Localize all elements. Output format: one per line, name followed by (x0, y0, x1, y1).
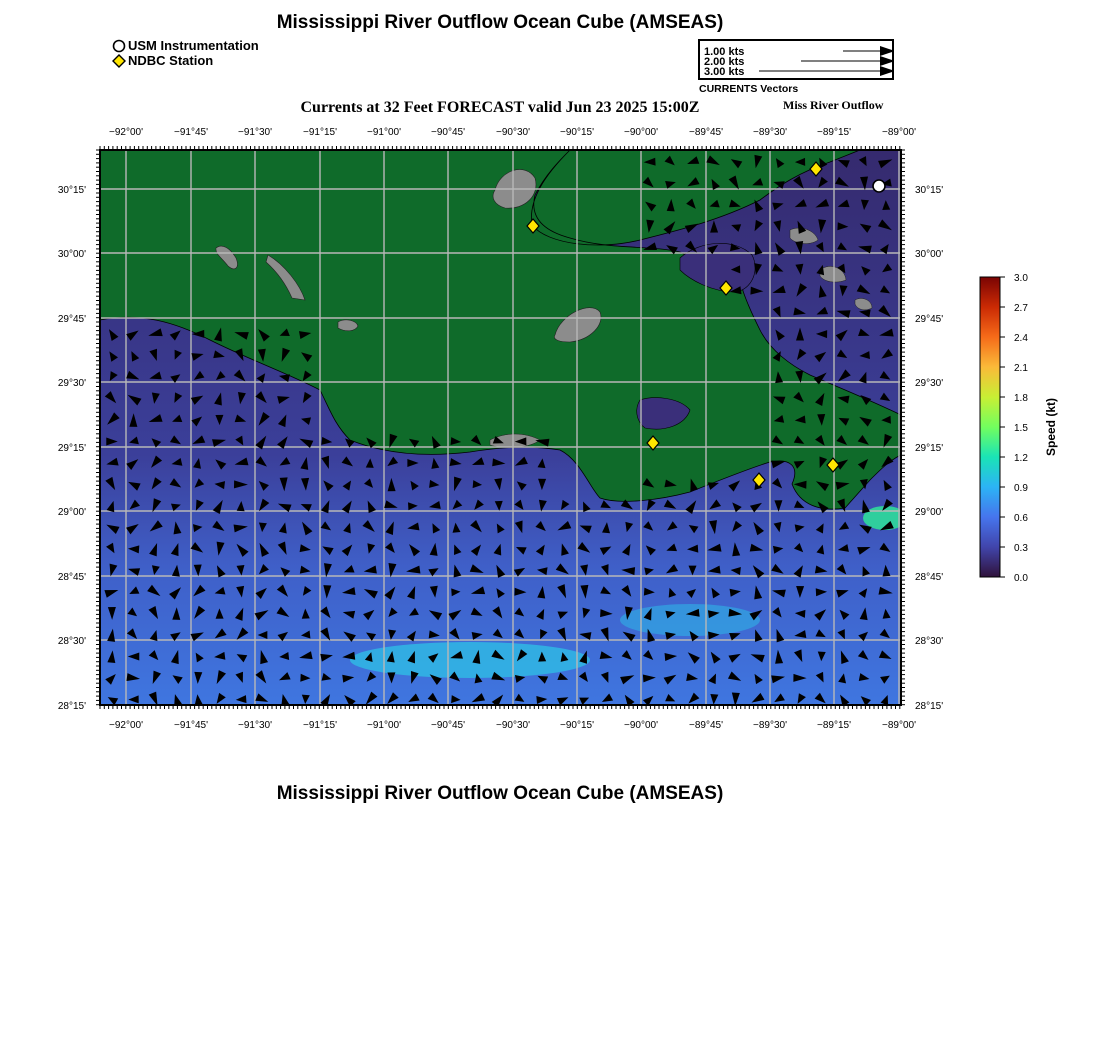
longitude-tick-label: −91°45' (174, 720, 208, 731)
latitude-tick-label: 29°15' (915, 443, 944, 454)
longitude-tick-label: −90°15' (560, 720, 594, 731)
latitude-tick-label: 29°00' (915, 507, 944, 518)
latitude-tick-label: 29°45' (915, 314, 944, 325)
latitude-tick-label: 28°30' (915, 636, 944, 647)
latitude-tick-label: 29°15' (57, 443, 86, 454)
longitude-tick-label: −91°30' (238, 127, 272, 138)
map-title: Mississippi River Outflow Ocean Cube (AMSEAS) (276, 12, 724, 33)
latitude-tick-label: 29°30' (915, 378, 944, 389)
legend-ndbc-label: NDBC Station (128, 53, 214, 68)
longitude-tick-label: −90°30' (496, 720, 530, 731)
longitude-tick-label: −89°15' (817, 720, 851, 731)
latitude-tick-label: 30°15' (57, 185, 86, 196)
latitude-tick-label: 30°15' (915, 185, 944, 196)
legend-usm-label: USM Instrumentation (128, 38, 259, 53)
longitude-tick-label: −91°45' (174, 127, 208, 138)
colorbar-tick-label: 3.0 (1014, 273, 1028, 284)
colorbar-tick-label: 0.0 (1014, 573, 1028, 584)
latitude-tick-label: 29°30' (57, 378, 86, 389)
colorbar-tick-label: 2.1 (1014, 363, 1028, 374)
vector-key-label: 2.00 kts (704, 56, 745, 68)
region-label: Miss River Outflow (783, 98, 884, 112)
latitude-labels-right (915, 185, 943, 712)
latitude-tick-label: 28°15' (915, 701, 944, 712)
vector-key-label: 3.00 kts (704, 66, 745, 78)
forecast-subtitle: Currents at 32 Feet FORECAST valid Jun 23 2025 15:00Z (300, 99, 700, 116)
colorbar-tick-label: 1.2 (1014, 453, 1028, 464)
latitude-tick-label: 29°45' (57, 314, 86, 325)
vector-key-label: 1.00 kts (704, 46, 745, 58)
latitude-tick-label: 28°45' (915, 572, 944, 583)
longitude-tick-label: −91°30' (238, 720, 272, 731)
longitude-tick-label: −92°00' (109, 127, 143, 138)
longitude-tick-label: −90°00' (624, 720, 658, 731)
longitude-tick-label: −91°00' (367, 127, 401, 138)
latitude-tick-label: 28°30' (57, 636, 86, 647)
longitude-tick-label: −90°00' (624, 127, 658, 138)
longitude-tick-label: −91°00' (367, 720, 401, 731)
longitude-tick-label: −90°30' (496, 127, 530, 138)
speed-colorbar (980, 273, 1058, 584)
longitude-tick-label: −89°45' (689, 720, 723, 731)
longitude-tick-label: −89°00' (882, 720, 916, 731)
latitude-tick-label: 29°00' (57, 507, 86, 518)
vector-key-title: CURRENTS Vectors (699, 83, 799, 95)
longitude-tick-label: −89°30' (753, 127, 787, 138)
longitude-tick-label: −90°45' (431, 720, 465, 731)
colorbar-tick-label: 2.4 (1014, 333, 1028, 344)
longitude-tick-label: −91°15' (303, 720, 337, 731)
longitude-labels-bottom (109, 720, 916, 731)
longitude-tick-label: −91°15' (303, 127, 337, 138)
longitude-labels-top (109, 127, 916, 138)
usm-station-marker (873, 180, 885, 192)
latitude-tick-label: 30°00' (915, 249, 944, 260)
latitude-tick-label: 28°45' (57, 572, 86, 583)
longitude-tick-label: −90°15' (560, 127, 594, 138)
latitude-tick-label: 28°15' (57, 701, 86, 712)
colorbar-tick-label: 1.8 (1014, 393, 1028, 404)
longitude-tick-label: −92°00' (109, 720, 143, 731)
colorbar-tick-label: 2.7 (1014, 303, 1028, 314)
second-map-title: Mississippi River Outflow Ocean Cube (AMSEAS) (276, 783, 724, 804)
latitude-labels-left (58, 185, 86, 712)
colorbar-tick-label: 1.5 (1014, 423, 1028, 434)
longitude-tick-label: −89°45' (689, 127, 723, 138)
latitude-tick-label: 30°00' (57, 249, 86, 260)
longitude-tick-label: −89°00' (882, 127, 916, 138)
colorbar-tick-label: 0.3 (1014, 543, 1028, 554)
colorbar-tick-label: 0.6 (1014, 513, 1028, 524)
longitude-tick-label: −89°30' (753, 720, 787, 731)
longitude-tick-label: −90°45' (431, 127, 465, 138)
longitude-tick-label: −89°15' (817, 127, 851, 138)
colorbar-tick-label: 0.9 (1014, 483, 1028, 494)
colorbar-label: Speed (kt) (1044, 397, 1058, 457)
